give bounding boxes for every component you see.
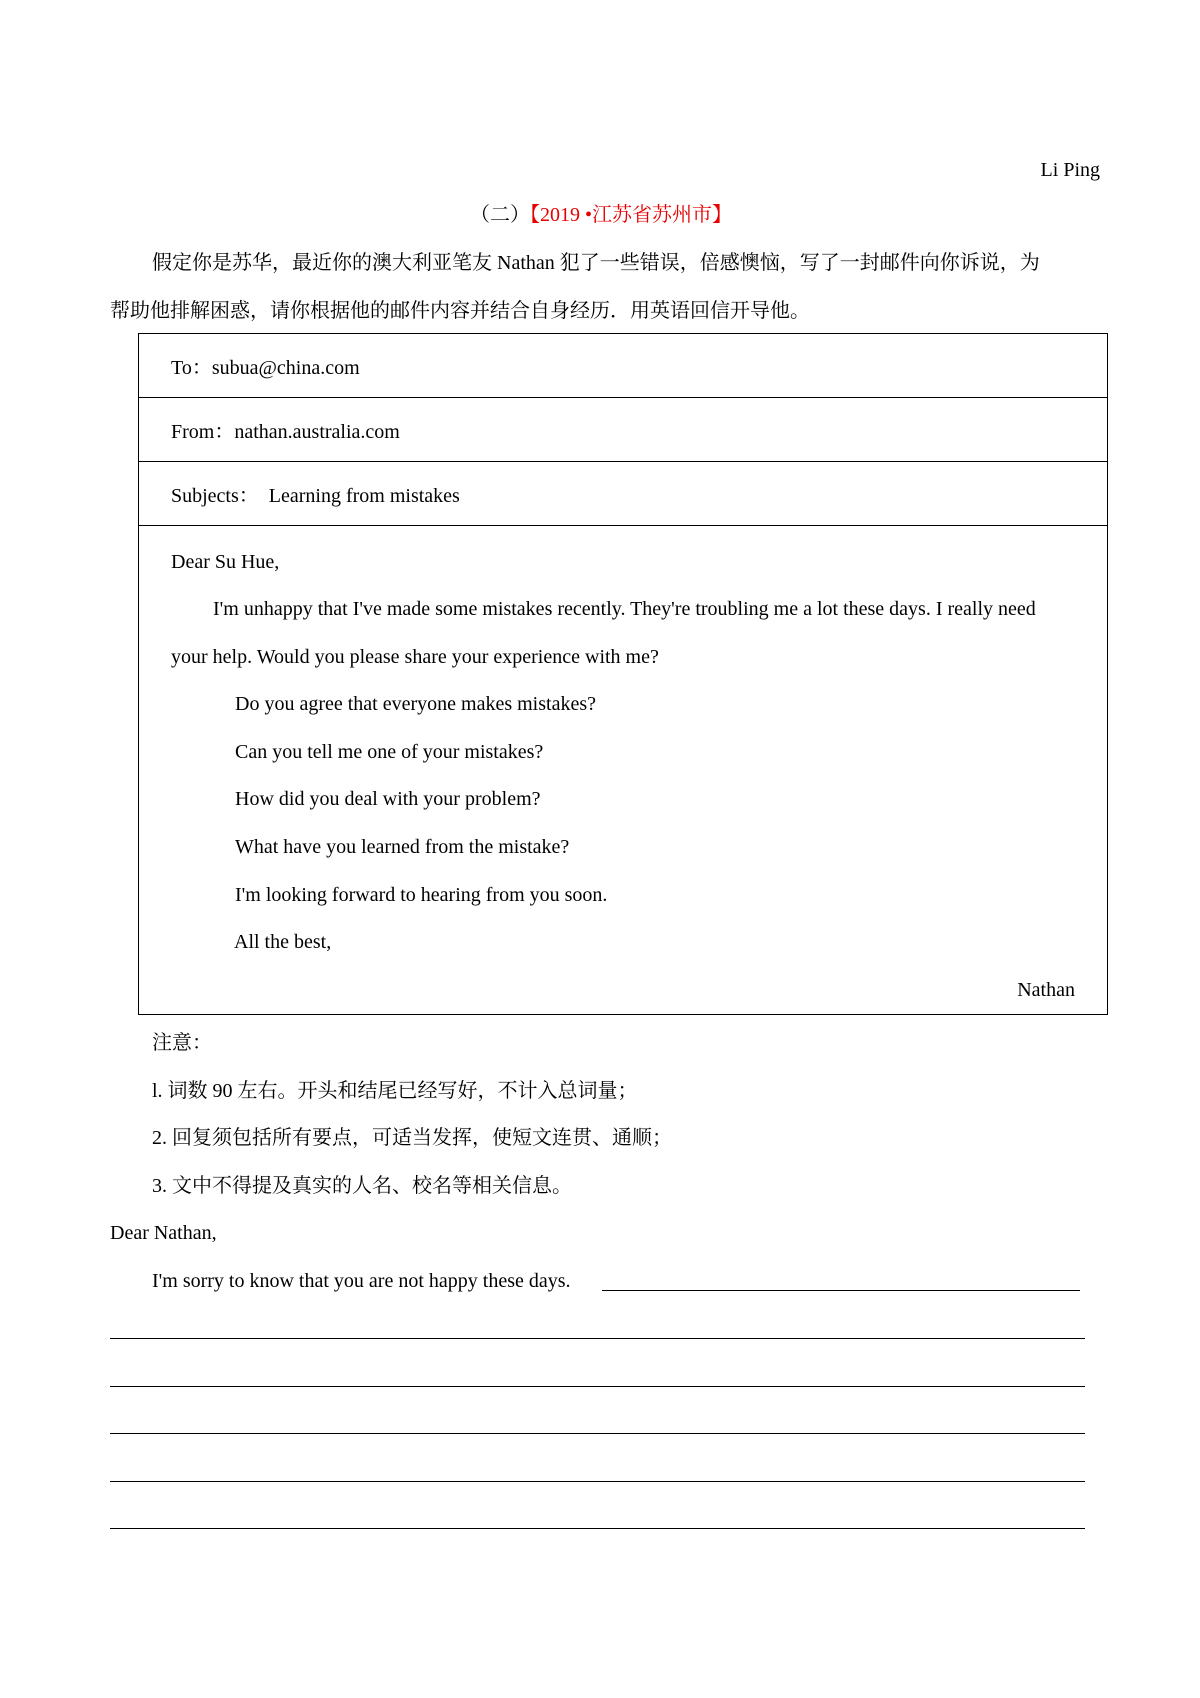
email-question: Can you tell me one of your mistakes? — [235, 741, 544, 763]
divider — [139, 525, 1107, 526]
section-number: （二） — [470, 204, 530, 226]
email-greeting: Dear Su Hue, — [171, 551, 280, 573]
email-subject-value: Learning from mistakes — [268, 485, 460, 507]
email-subject-label: Subjects： — [171, 485, 259, 507]
email-signature: Nathan — [1017, 979, 1075, 1001]
reply-greeting: Dear Nathan, — [110, 1222, 217, 1244]
email-to-row — [171, 356, 360, 380]
answer-line[interactable] — [110, 1481, 1085, 1482]
email-from-row — [171, 420, 400, 444]
notes-item: l. 词数 90 左右。开头和结尾已经写好，不计入总词量； — [152, 1080, 638, 1102]
prompt-line-1: 假定你是苏华，最近你的澳大利亚笔友 Nathan 犯了一些错误，倍感懊恼，写了一封邮件向你诉说，为 — [152, 252, 1040, 274]
email-subject-row — [171, 484, 460, 508]
top-signature: Li Ping — [1040, 159, 1100, 181]
reply-first-line: I'm sorry to know that you are not happy these days. — [152, 1270, 571, 1292]
answer-line[interactable] — [110, 1386, 1085, 1387]
notes-title: 注意： — [152, 1032, 212, 1054]
email-question: Do you agree that everyone makes mistakes? — [235, 693, 596, 715]
email-from-value: nathan.australia.com — [234, 421, 400, 443]
answer-line[interactable] — [110, 1338, 1085, 1339]
email-box — [138, 333, 1108, 1015]
email-question: How did you deal with your problem? — [235, 788, 541, 810]
email-body-line-2: your help. Would you please share your experience with me? — [171, 646, 659, 668]
email-question: What have you learned from the mistake? — [235, 836, 570, 858]
email-sign-off: All the best, — [234, 931, 332, 953]
divider — [139, 461, 1107, 462]
divider — [139, 397, 1107, 398]
email-to-label: To： — [171, 357, 212, 379]
answer-blank[interactable] — [602, 1290, 1080, 1291]
section-source-tag: 【2019 •江苏省苏州市】 — [530, 204, 733, 226]
email-closing-line: I'm looking forward to hearing from you soon. — [235, 884, 608, 906]
email-body-line-1: I'm unhappy that I've made some mistakes recently. They're troubling me a lot these days. I really need — [213, 598, 1036, 620]
notes-item: 3. 文中不得提及真实的人名、校名等相关信息。 — [152, 1175, 572, 1197]
section-heading — [470, 203, 732, 227]
answer-line[interactable] — [110, 1433, 1085, 1434]
notes-item: 2. 回复须包括所有要点，可适当发挥，使短文连贯、通顺； — [152, 1127, 672, 1149]
prompt-line-2: 帮助他排解困惑，请你根据他的邮件内容并结合自身经历．用英语回信开导他。 — [110, 300, 810, 322]
answer-line[interactable] — [110, 1528, 1085, 1529]
email-from-label: From： — [171, 421, 235, 443]
email-to-value: subua@china.com — [211, 357, 360, 379]
